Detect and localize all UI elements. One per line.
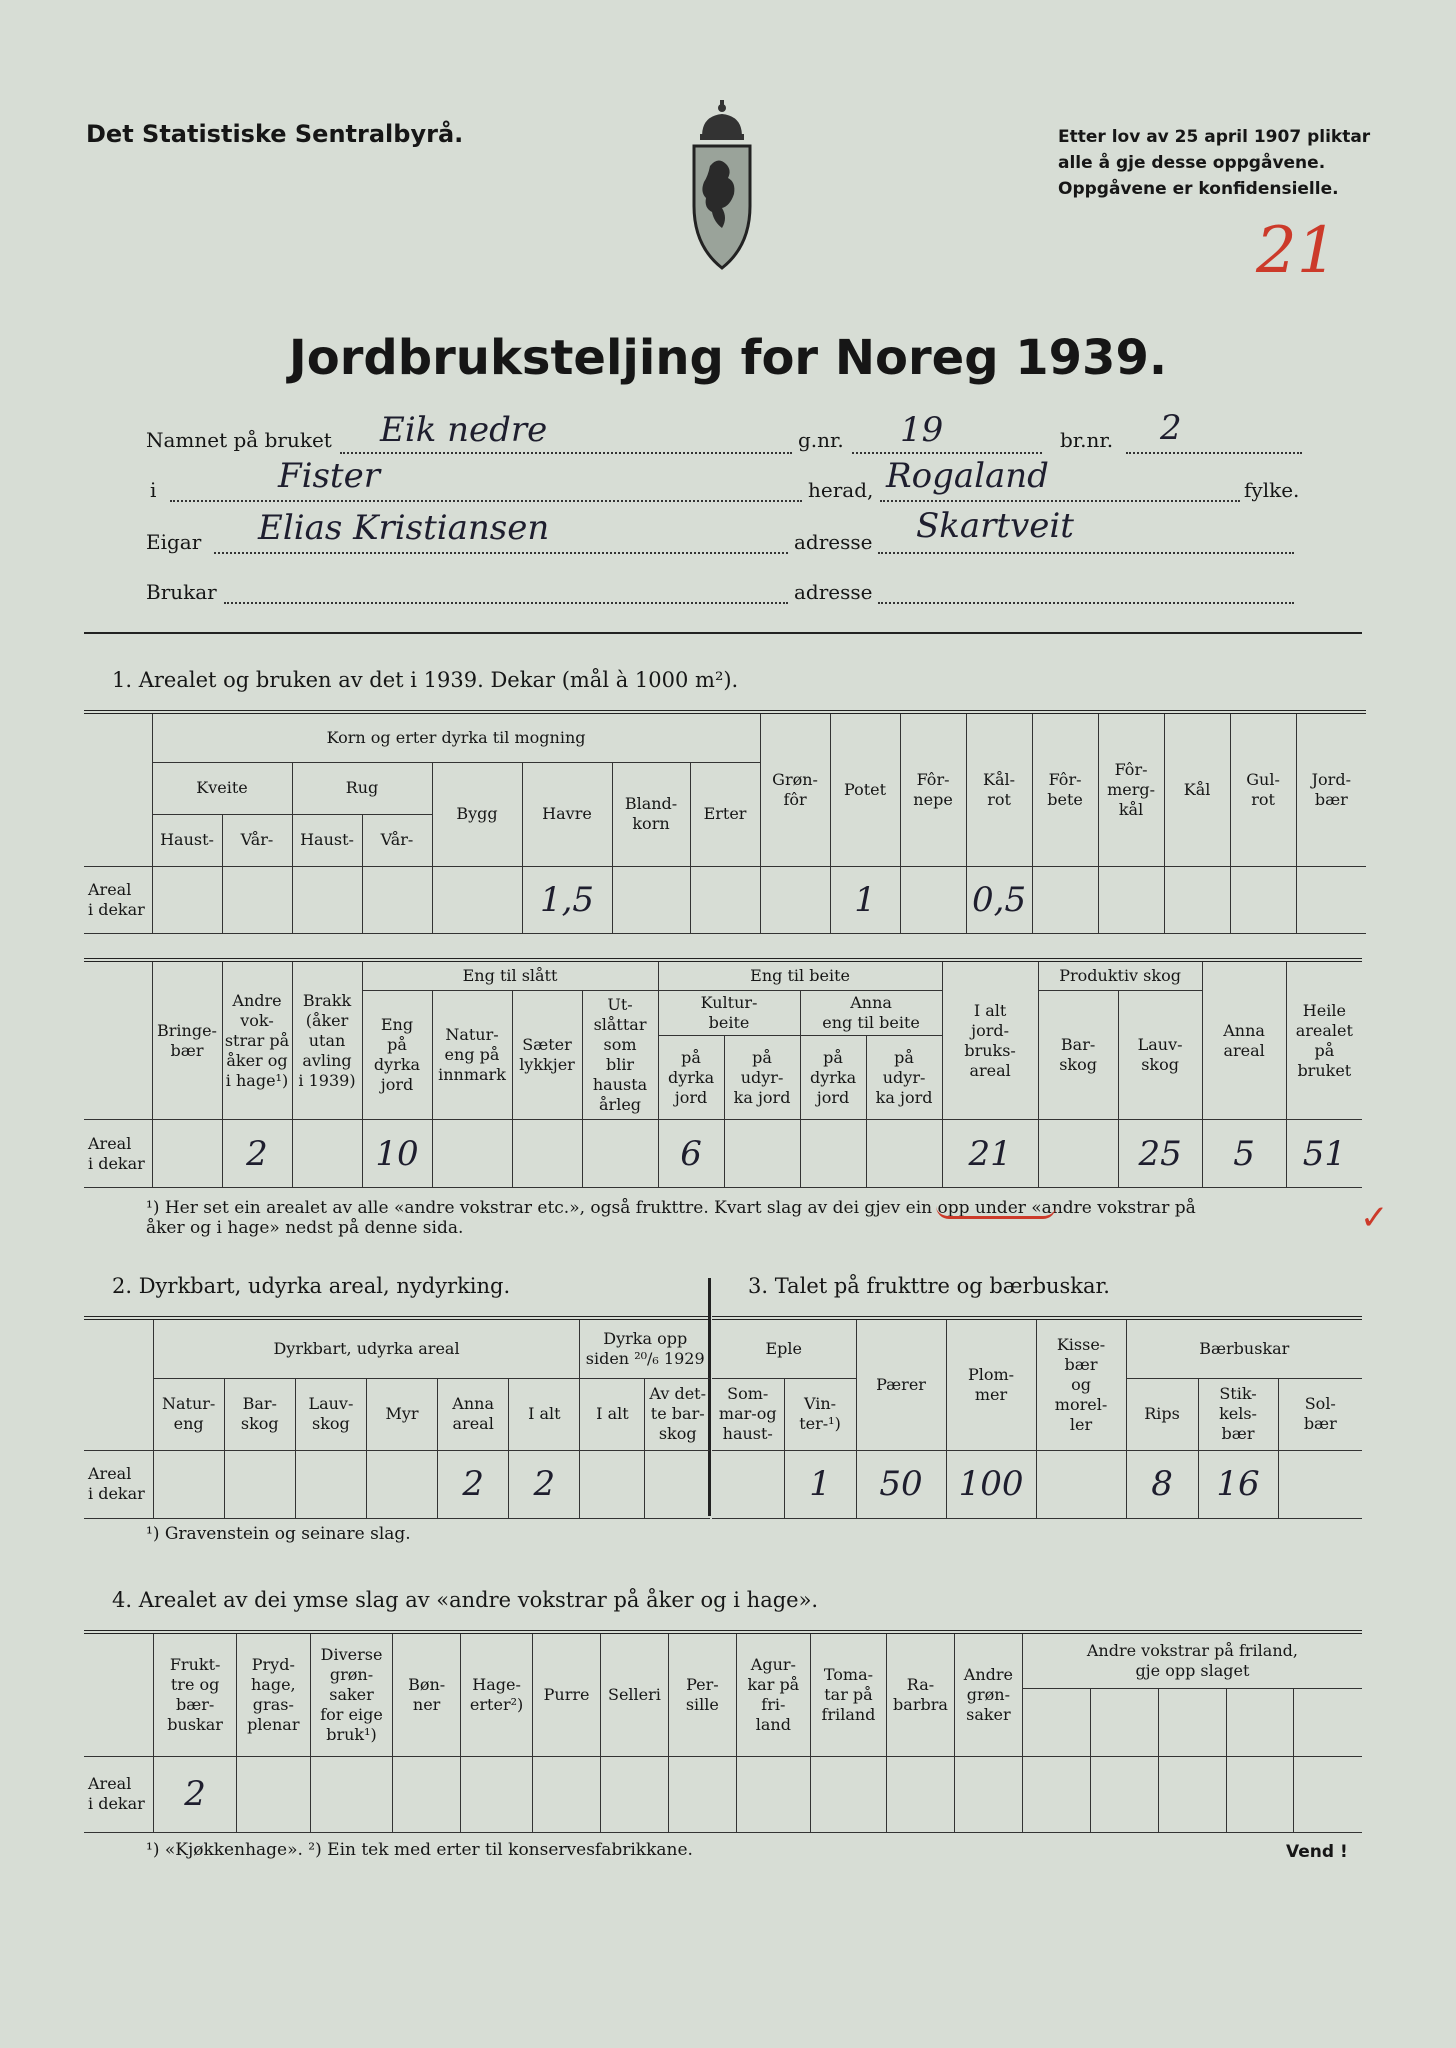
col-andre-vokstrar: Andre vok- strar på åker og i hage¹) bbox=[222, 960, 292, 1120]
col-saeter: Sæter lykkjer bbox=[512, 991, 582, 1120]
col-anna-areal: Anna areal bbox=[1202, 960, 1286, 1120]
col-andre-gronsaker: Andre grøn- saker bbox=[954, 1632, 1022, 1756]
value-frukttre: 2 bbox=[154, 1756, 236, 1832]
brnr-label: br.nr. bbox=[1060, 428, 1114, 452]
handwritten-form-number: 21 bbox=[1256, 214, 1338, 288]
col-frukttre: Frukt- tre og bær- buskar bbox=[154, 1632, 236, 1756]
col-lauvskog: Lauv- skog bbox=[295, 1378, 366, 1450]
county-line bbox=[880, 500, 1240, 502]
col-vinter: Vin- ter-¹) bbox=[784, 1378, 856, 1450]
red-check-icon: ✓ bbox=[1360, 1198, 1389, 1238]
section1-footnote: ¹) Her set ein arealet av alle «andre vokstrar etc.», også frukttre. Kvart slag av dei gjev ein opp under «andre vokstrar på åker og i hage» nedst på denne sida. bbox=[146, 1198, 1196, 1238]
group-grain-header: Korn og erter dyrka til mogning bbox=[152, 712, 760, 762]
col-av-dette-barskog: Av det- te bar- skog bbox=[645, 1378, 710, 1450]
col-agurkar: Agur- kar på fri- land bbox=[736, 1632, 810, 1756]
col-rug-vaar: Vår- bbox=[362, 814, 432, 866]
col-sommar-haust: Som- mar-og haust- bbox=[712, 1378, 784, 1450]
col-gulrot: Gul- rot bbox=[1230, 712, 1296, 867]
col-gronfor: Grøn- fôr bbox=[760, 712, 830, 867]
norwegian-coat-of-arms-icon bbox=[672, 96, 772, 276]
section3-table bbox=[712, 1316, 1362, 1519]
legal-notice bbox=[1058, 124, 1378, 202]
row-label-areal: Areal i dekar bbox=[84, 1756, 154, 1832]
user-line bbox=[224, 602, 788, 604]
col-hageerter: Hage- erter²) bbox=[461, 1632, 533, 1756]
value-heile-arealet: 51 bbox=[1286, 1120, 1362, 1188]
col-kultur-paa-dyrka: på dyrka jord bbox=[658, 1036, 724, 1120]
col-prydhage: Pryd- hage, gras- plenar bbox=[236, 1632, 310, 1756]
value-paerer: 50 bbox=[856, 1450, 946, 1518]
col-kveite-haust: Haust- bbox=[152, 814, 222, 866]
col-rips: Rips bbox=[1126, 1378, 1198, 1450]
section2-footnote: ¹) Gravenstein og seinare slag. bbox=[146, 1524, 411, 1544]
col-diverse-gronsaker: Diverse grøn- saker for eige bruk¹) bbox=[310, 1632, 392, 1756]
gnr-value: 19 bbox=[900, 410, 944, 450]
county-value: Rogaland bbox=[886, 456, 1049, 496]
col-paerer: Pærer bbox=[856, 1318, 946, 1450]
value-rips: 8 bbox=[1126, 1450, 1198, 1518]
col-ialt: I alt bbox=[509, 1378, 580, 1450]
col-selleri: Selleri bbox=[601, 1632, 669, 1756]
group-kulturbeite: Kultur- beite bbox=[658, 991, 800, 1036]
col-kveite-vaar: Vår- bbox=[222, 814, 292, 866]
group-dyrkbart: Dyrkbart, udyrka areal bbox=[153, 1318, 580, 1378]
farm-name-line bbox=[340, 452, 792, 454]
divider bbox=[84, 632, 1362, 634]
value-stikkelsbaer: 16 bbox=[1198, 1450, 1278, 1518]
value-havre: 1,5 bbox=[522, 867, 612, 934]
col-utslattar: Ut- slåttar som blir hausta årleg bbox=[582, 991, 658, 1120]
col-eng-dyrka-jord: Eng på dyrka jord bbox=[362, 991, 432, 1120]
section3-heading: 3. Talet på frukttre og bærbuskar. bbox=[748, 1274, 1110, 1298]
col-anna-paa-udyrka: på udyr- ka jord bbox=[866, 1036, 942, 1120]
value-ialt: 2 bbox=[509, 1450, 580, 1518]
value-vinter: 1 bbox=[784, 1450, 856, 1518]
col-erter: Erter bbox=[690, 762, 760, 866]
turn-over-note: Vend ! bbox=[1286, 1842, 1348, 1862]
col-naturleng: Natur- eng bbox=[153, 1378, 224, 1450]
farm-name-label: Namnet på bruket bbox=[146, 428, 332, 452]
owner-label: Eigar bbox=[146, 530, 202, 554]
col-blandkorn: Bland- korn bbox=[612, 762, 690, 866]
row-label-areal: Areal i dekar bbox=[84, 1450, 153, 1518]
col-rug: Rug bbox=[292, 762, 432, 814]
gnr-label: g.nr. bbox=[798, 428, 844, 452]
in-label: i bbox=[150, 478, 157, 502]
legal-line: Oppgåvene er konfidensielle. bbox=[1058, 179, 1339, 199]
col-havre: Havre bbox=[522, 762, 612, 866]
section2-heading: 2. Dyrkbart, udyrka areal, nydyrking. bbox=[112, 1274, 511, 1298]
col-barskog: Bar- skog bbox=[224, 1378, 295, 1450]
group-eple: Eple bbox=[712, 1318, 856, 1378]
col-anna-paa-dyrka: på dyrka jord bbox=[800, 1036, 866, 1120]
col-formergkal: Fôr- merg- kål bbox=[1098, 712, 1164, 867]
group-eng-slatt: Eng til slått bbox=[362, 960, 658, 991]
col-kalrot: Kål- rot bbox=[966, 712, 1032, 867]
legal-line: alle å gje desse oppgåvene. bbox=[1058, 153, 1326, 173]
section1-table-crops bbox=[84, 710, 1366, 934]
value-anna-areal: 5 bbox=[1202, 1120, 1286, 1188]
user-address-line bbox=[878, 602, 1294, 604]
owner-line bbox=[214, 552, 788, 554]
col-lauvskog: Lauv- skog bbox=[1118, 991, 1202, 1120]
col-potet: Potet bbox=[830, 712, 900, 867]
col-kveite: Kveite bbox=[152, 762, 292, 814]
bureau-name: Det Statistiske Sentralbyrå. bbox=[86, 120, 464, 148]
col-forbete: Fôr- bete bbox=[1032, 712, 1098, 867]
col-anna-areal: Anna areal bbox=[438, 1378, 509, 1450]
owner-address-line bbox=[878, 552, 1294, 554]
section4-heading: 4. Arealet av dei ymse slag av «andre vokstrar på åker og i hage». bbox=[112, 1588, 819, 1612]
col-naturleng: Natur- eng på innmark bbox=[432, 991, 512, 1120]
section4-table bbox=[84, 1630, 1362, 1833]
gnr-line bbox=[852, 452, 1042, 454]
form-title: Jordbruksteljing for Noreg 1939. bbox=[288, 330, 1168, 386]
col-kissebaer: Kisse- bær og morel- ler bbox=[1036, 1318, 1126, 1450]
col-rug-haust: Haust- bbox=[292, 814, 362, 866]
col-plommer: Plom- mer bbox=[946, 1318, 1036, 1450]
user-label: Brukar bbox=[146, 580, 217, 604]
value-anna-areal: 2 bbox=[438, 1450, 509, 1518]
group-andre-friland: Andre vokstrar på friland, gje opp slaget bbox=[1022, 1632, 1362, 1688]
owner-address-value: Skartveit bbox=[916, 506, 1074, 546]
col-persille: Per- sille bbox=[668, 1632, 736, 1756]
group-produktiv-skog: Produktiv skog bbox=[1038, 960, 1202, 991]
col-solbaer: Sol- bær bbox=[1278, 1378, 1362, 1450]
farm-name-value: Eik nedre bbox=[380, 410, 548, 450]
col-brakk: Brakk (åker utan avling i 1939) bbox=[292, 960, 362, 1120]
row-label-areal: Areal i dekar bbox=[84, 1120, 152, 1188]
col-ialt-jordbruksareal: I alt jord- bruks- areal bbox=[942, 960, 1038, 1120]
brnr-value: 2 bbox=[1160, 408, 1182, 448]
col-tomatar: Toma- tar på friland bbox=[810, 1632, 886, 1756]
col-dyrka-ialt: I alt bbox=[580, 1378, 645, 1450]
municipality-value: Fister bbox=[278, 456, 380, 496]
col-bringebaer: Bringe- bær bbox=[152, 960, 222, 1120]
col-heile-arealet: Heile arealet på bruket bbox=[1286, 960, 1362, 1120]
section1-table-land bbox=[84, 958, 1362, 1188]
value-ialt-jordbruksareal: 21 bbox=[942, 1120, 1038, 1188]
user-address-label: adresse bbox=[794, 580, 873, 604]
group-dyrka-opp: Dyrka opp siden ²⁰/₆ 1929 bbox=[580, 1318, 710, 1378]
value-kalrot: 0,5 bbox=[966, 867, 1032, 934]
legal-line: Etter lov av 25 april 1907 pliktar bbox=[1058, 127, 1371, 147]
section2-table bbox=[84, 1316, 710, 1519]
owner-address-label: adresse bbox=[794, 530, 873, 554]
col-kal: Kål bbox=[1164, 712, 1230, 867]
section1-heading: 1. Arealet og bruken av det i 1939. Dekar (mål à 1000 m²). bbox=[112, 668, 739, 692]
group-anna-eng: Anna eng til beite bbox=[800, 991, 942, 1036]
value-lauvskog: 25 bbox=[1118, 1120, 1202, 1188]
col-barskog: Bar- skog bbox=[1038, 991, 1118, 1120]
col-bonner: Bøn- ner bbox=[393, 1632, 461, 1756]
col-purre: Purre bbox=[533, 1632, 601, 1756]
group-baerbuskar: Bærbuskar bbox=[1126, 1318, 1362, 1378]
fylke-label: fylke. bbox=[1244, 478, 1300, 502]
owner-value: Elias Kristiansen bbox=[258, 508, 550, 548]
col-jordbaer: Jord- bær bbox=[1296, 712, 1366, 867]
col-myr: Myr bbox=[366, 1378, 437, 1450]
value-eng-dyrka-jord: 10 bbox=[362, 1120, 432, 1188]
col-kultur-paa-udyrka: på udyr- ka jord bbox=[724, 1036, 800, 1120]
red-underline-mark bbox=[936, 1206, 1056, 1219]
col-stikkelsbaer: Stik- kels- bær bbox=[1198, 1378, 1278, 1450]
group-eng-beite: Eng til beite bbox=[658, 960, 942, 991]
brnr-line bbox=[1126, 452, 1302, 454]
col-fornepe: Fôr- nepe bbox=[900, 712, 966, 867]
value-andre-vokstrar: 2 bbox=[222, 1120, 292, 1188]
municipality-line bbox=[170, 500, 802, 502]
section4-footnote: ¹) «Kjøkkenhage». ²) Ein tek med erter til konservesfabrikkane. bbox=[146, 1840, 693, 1860]
value-kultur-dyrka: 6 bbox=[658, 1120, 724, 1188]
herad-label: herad, bbox=[808, 478, 874, 502]
row-label-areal: Areal i dekar bbox=[84, 867, 152, 934]
value-plommer: 100 bbox=[946, 1450, 1036, 1518]
col-bygg: Bygg bbox=[432, 762, 522, 866]
col-rabarbra: Ra- barbra bbox=[887, 1632, 955, 1756]
value-potet: 1 bbox=[830, 867, 900, 934]
